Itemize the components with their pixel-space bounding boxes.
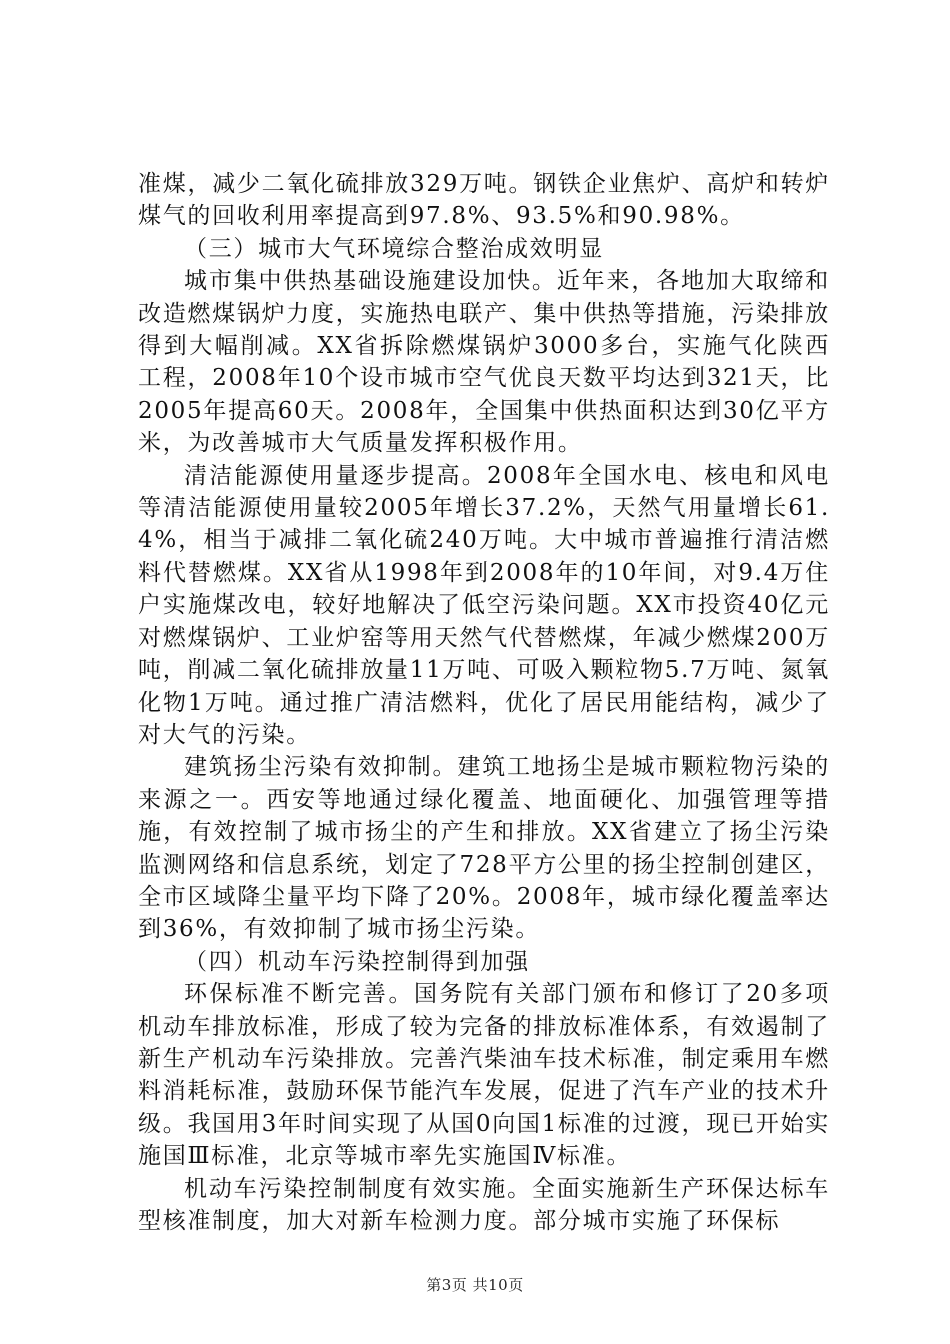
paragraph-central-heating: 城市集中供热基础设施建设加快。近年来，各地加大取缔和改造燃煤锅炉力度，实施热电联产、集中供热等措施，污染排放得到大幅削减。XX省拆除燃煤锅炉3000多台，实施气化陕西工程，2008年10个设市城市空气优良天数平均达到321天，比2005年提高60天。2008年，全国集中供热面积达到30亿平方米，为改善城市大气质量发挥积极作用。: [138, 268, 830, 457]
page-number-label: 第3页 共10页: [426, 1276, 524, 1294]
section-heading-3: （三）城市大气环境综合整治成效明显: [184, 235, 604, 262]
paragraph-construction-dust: 建筑扬尘污染有效抑制。建筑工地扬尘是城市颗粒物污染的来源之一。西安等地通过绿化覆盖、地面硬化、加强管理等措施，有效控制了城市扬尘的产生和排放。XX省建立了扬尘污染监测网络和信息系统，划定了728平方公里的扬尘控制创建区，全市区域降尘量平均下降了20%。2008年，城市绿化覆盖率达到36%，有效抑制了城市扬尘污染。: [138, 754, 830, 943]
section-heading-4: （四）机动车污染控制得到加强: [184, 948, 530, 975]
paragraph-emission-standards: 环保标准不断完善。国务院有关部门颁布和修订了20多项机动车排放标准，形成了较为完备的排放标准体系，有效遏制了新生产机动车污染排放。完善汽柴油车技术标准，制定乘用车燃料消耗标准，鼓励环保节能汽车发展，促进了汽车产业的技术升级。我国用3年时间实现了从国0向国1标准的过渡，现已开始实施国Ⅲ标准，北京等城市率先实施国Ⅳ标准。: [138, 981, 830, 1170]
paragraph-continuation: 准煤，减少二氧化硫排放329万吨。钢铁企业焦炉、高炉和转炉煤气的回收利用率提高到97.8%、93.5%和90.98%。: [138, 171, 830, 230]
page-footer: [0, 1274, 950, 1295]
document-body: [138, 168, 830, 1237]
paragraph-clean-energy: 清洁能源使用量逐步提高。2008年全国水电、核电和风电等清洁能源使用量较2005年增长37.2%，天然气用量增长61.4%，相当于减排二氧化硫240万吨。大中城市普遍推行清洁燃料代替燃煤。XX省从1998年到2008年的10年间，对9.4万住户实施煤改电，较好地解决了低空污染问题。XX市投资40亿元对燃煤锅炉、工业炉窑等用天然气代替燃煤，年减少燃煤200万吨，削减二氧化硫排放量11万吨、可吸入颗粒物5.7万吨、氮氧化物1万吨。通过推广清洁燃料，优化了居民用能结构，减少了对大气的污染。: [138, 462, 830, 748]
paragraph-vehicle-control: 机动车污染控制制度有效实施。全面实施新生产环保达标车型核准制度，加大对新车检测力度。部分城市实施了环保标: [138, 1175, 830, 1234]
